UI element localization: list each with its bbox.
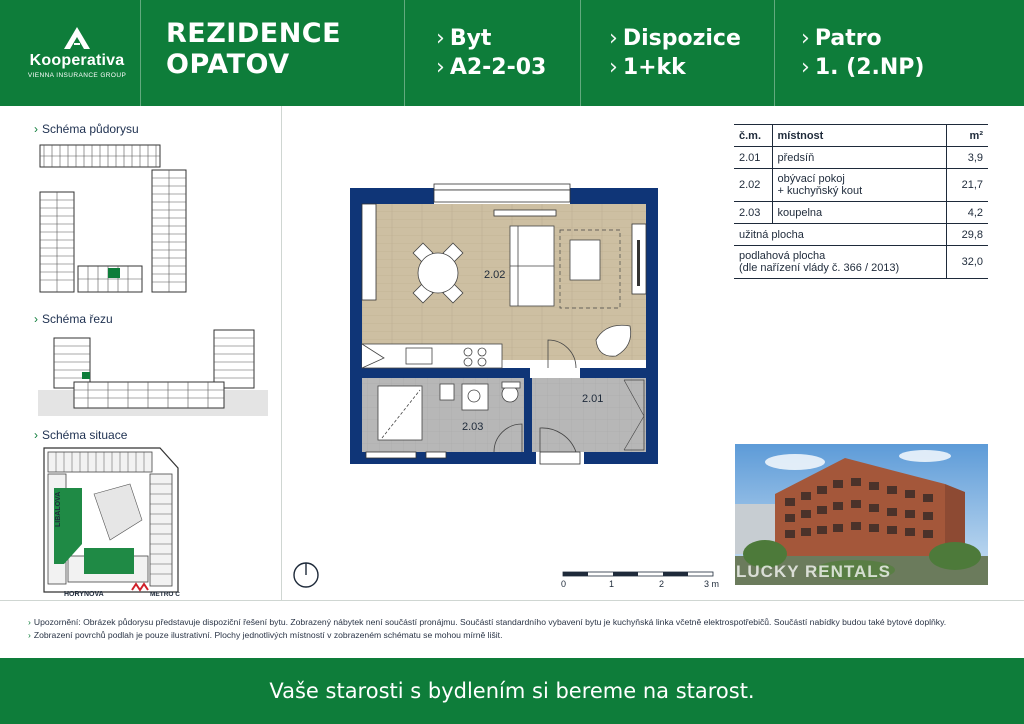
chevron-right-icon: › [28,617,31,627]
scale-tick-2: 2 [659,579,665,589]
north-arrow-icon [292,561,320,589]
apartment-label: Byt [449,26,492,51]
street-label-left: LIBALOVA [55,491,62,527]
floor-area-row: podlahová plocha (dle nařízení vlády č. 366 / 2013) 32,0 [734,246,988,279]
col-header-room: místnost [772,125,946,147]
table-row: 2.02 obývací pokoj + kuchyňský kout 21,7 [734,169,988,202]
room-label-2-01: 2.01 [582,393,604,405]
floor-value: 1. (2.NP) [814,55,925,80]
note-line-1: › Upozornění: Obrázek půdorysu představuje dispoziční řešení bytu. Zobrazený nábytek není součástí pronájmu. Součástí standardního vybavení bytu je kuchyňská linka včetně elektrospotřebičů. Součástí nabídky budou také bytové doplňky. [28,617,947,627]
col-header-area: m² [946,125,988,147]
metro-label: METRO C [150,591,180,598]
watermark: LUCKY RENTALS [736,562,891,581]
room-label-2-03: 2.03 [462,421,484,433]
section-scheme-label: › Schéma řezu [34,312,113,326]
table-row: 2.01 předsíň 3,9 [734,147,988,169]
room-label-2-02: 2.02 [484,269,506,281]
page-header [0,0,1024,106]
coffee-table [570,240,600,280]
disclaimer-notes [28,616,1008,641]
kooperativa-logo [22,0,132,106]
note-line-2: › Zobrazení povrchů podlah je pouze ilustrativní. Plochy jednotlivých místností v zobrazeném schématu se mohou mírně lišit. [28,629,503,640]
chevron-right-icon: › [34,122,38,136]
chevron-right-icon: › [436,55,445,80]
room-table [734,124,988,279]
floor-label: Patro [814,26,882,51]
chevron-right-icon: › [28,629,31,640]
table-row: 2.03 koupelna 4,2 [734,202,988,224]
logo-subtitle: VIENNA INSURANCE GROUP [27,72,127,79]
kitchen-counter [362,344,502,368]
hall-floor [530,378,646,452]
apartment-field [436,24,546,82]
chevron-right-icon: › [801,26,810,51]
divider [0,600,1024,601]
col-header-num: č.m. [734,125,772,147]
title-line-1: REZIDENCE [166,18,342,49]
chevron-right-icon: › [34,312,38,326]
chevron-right-icon: › [436,26,445,51]
situation-scheme-label: › Schéma situace [34,428,128,442]
scale-tick-3: 3 m [704,579,720,589]
situation-scheme [34,444,180,600]
useful-area-row: užitná plocha 29,8 [734,224,988,246]
floorplan-scheme-label: › Schéma půdorysu [34,122,139,136]
page-title [166,18,341,80]
footer-slogan: Vaše starosti s bydlením si bereme na starost. [0,658,1024,724]
street-label-bottom: HORYNOVA [64,591,104,598]
sofa [510,226,554,306]
logo-name: Kooperativa [29,52,125,69]
layout-field [609,24,741,82]
floorplan-scheme [38,142,190,296]
floor-field [801,24,924,82]
layout-value: 1+kk [622,55,686,80]
section-scheme [38,328,268,416]
schemes-column [0,106,282,600]
apartment-value: A2-2-03 [449,55,547,80]
title-line-2: OPATOV [166,49,290,80]
chevron-right-icon: › [34,428,38,442]
layout-label: Dispozice [622,26,741,51]
floor-plan [344,180,664,470]
chevron-right-icon: › [609,55,618,80]
chevron-right-icon: › [801,55,810,80]
scale-bar [556,570,726,592]
scale-tick-0: 0 [561,579,567,589]
kooperativa-logo-icon [62,26,92,50]
chevron-right-icon: › [609,26,618,51]
scale-tick-1: 1 [609,579,615,589]
window [434,184,570,190]
